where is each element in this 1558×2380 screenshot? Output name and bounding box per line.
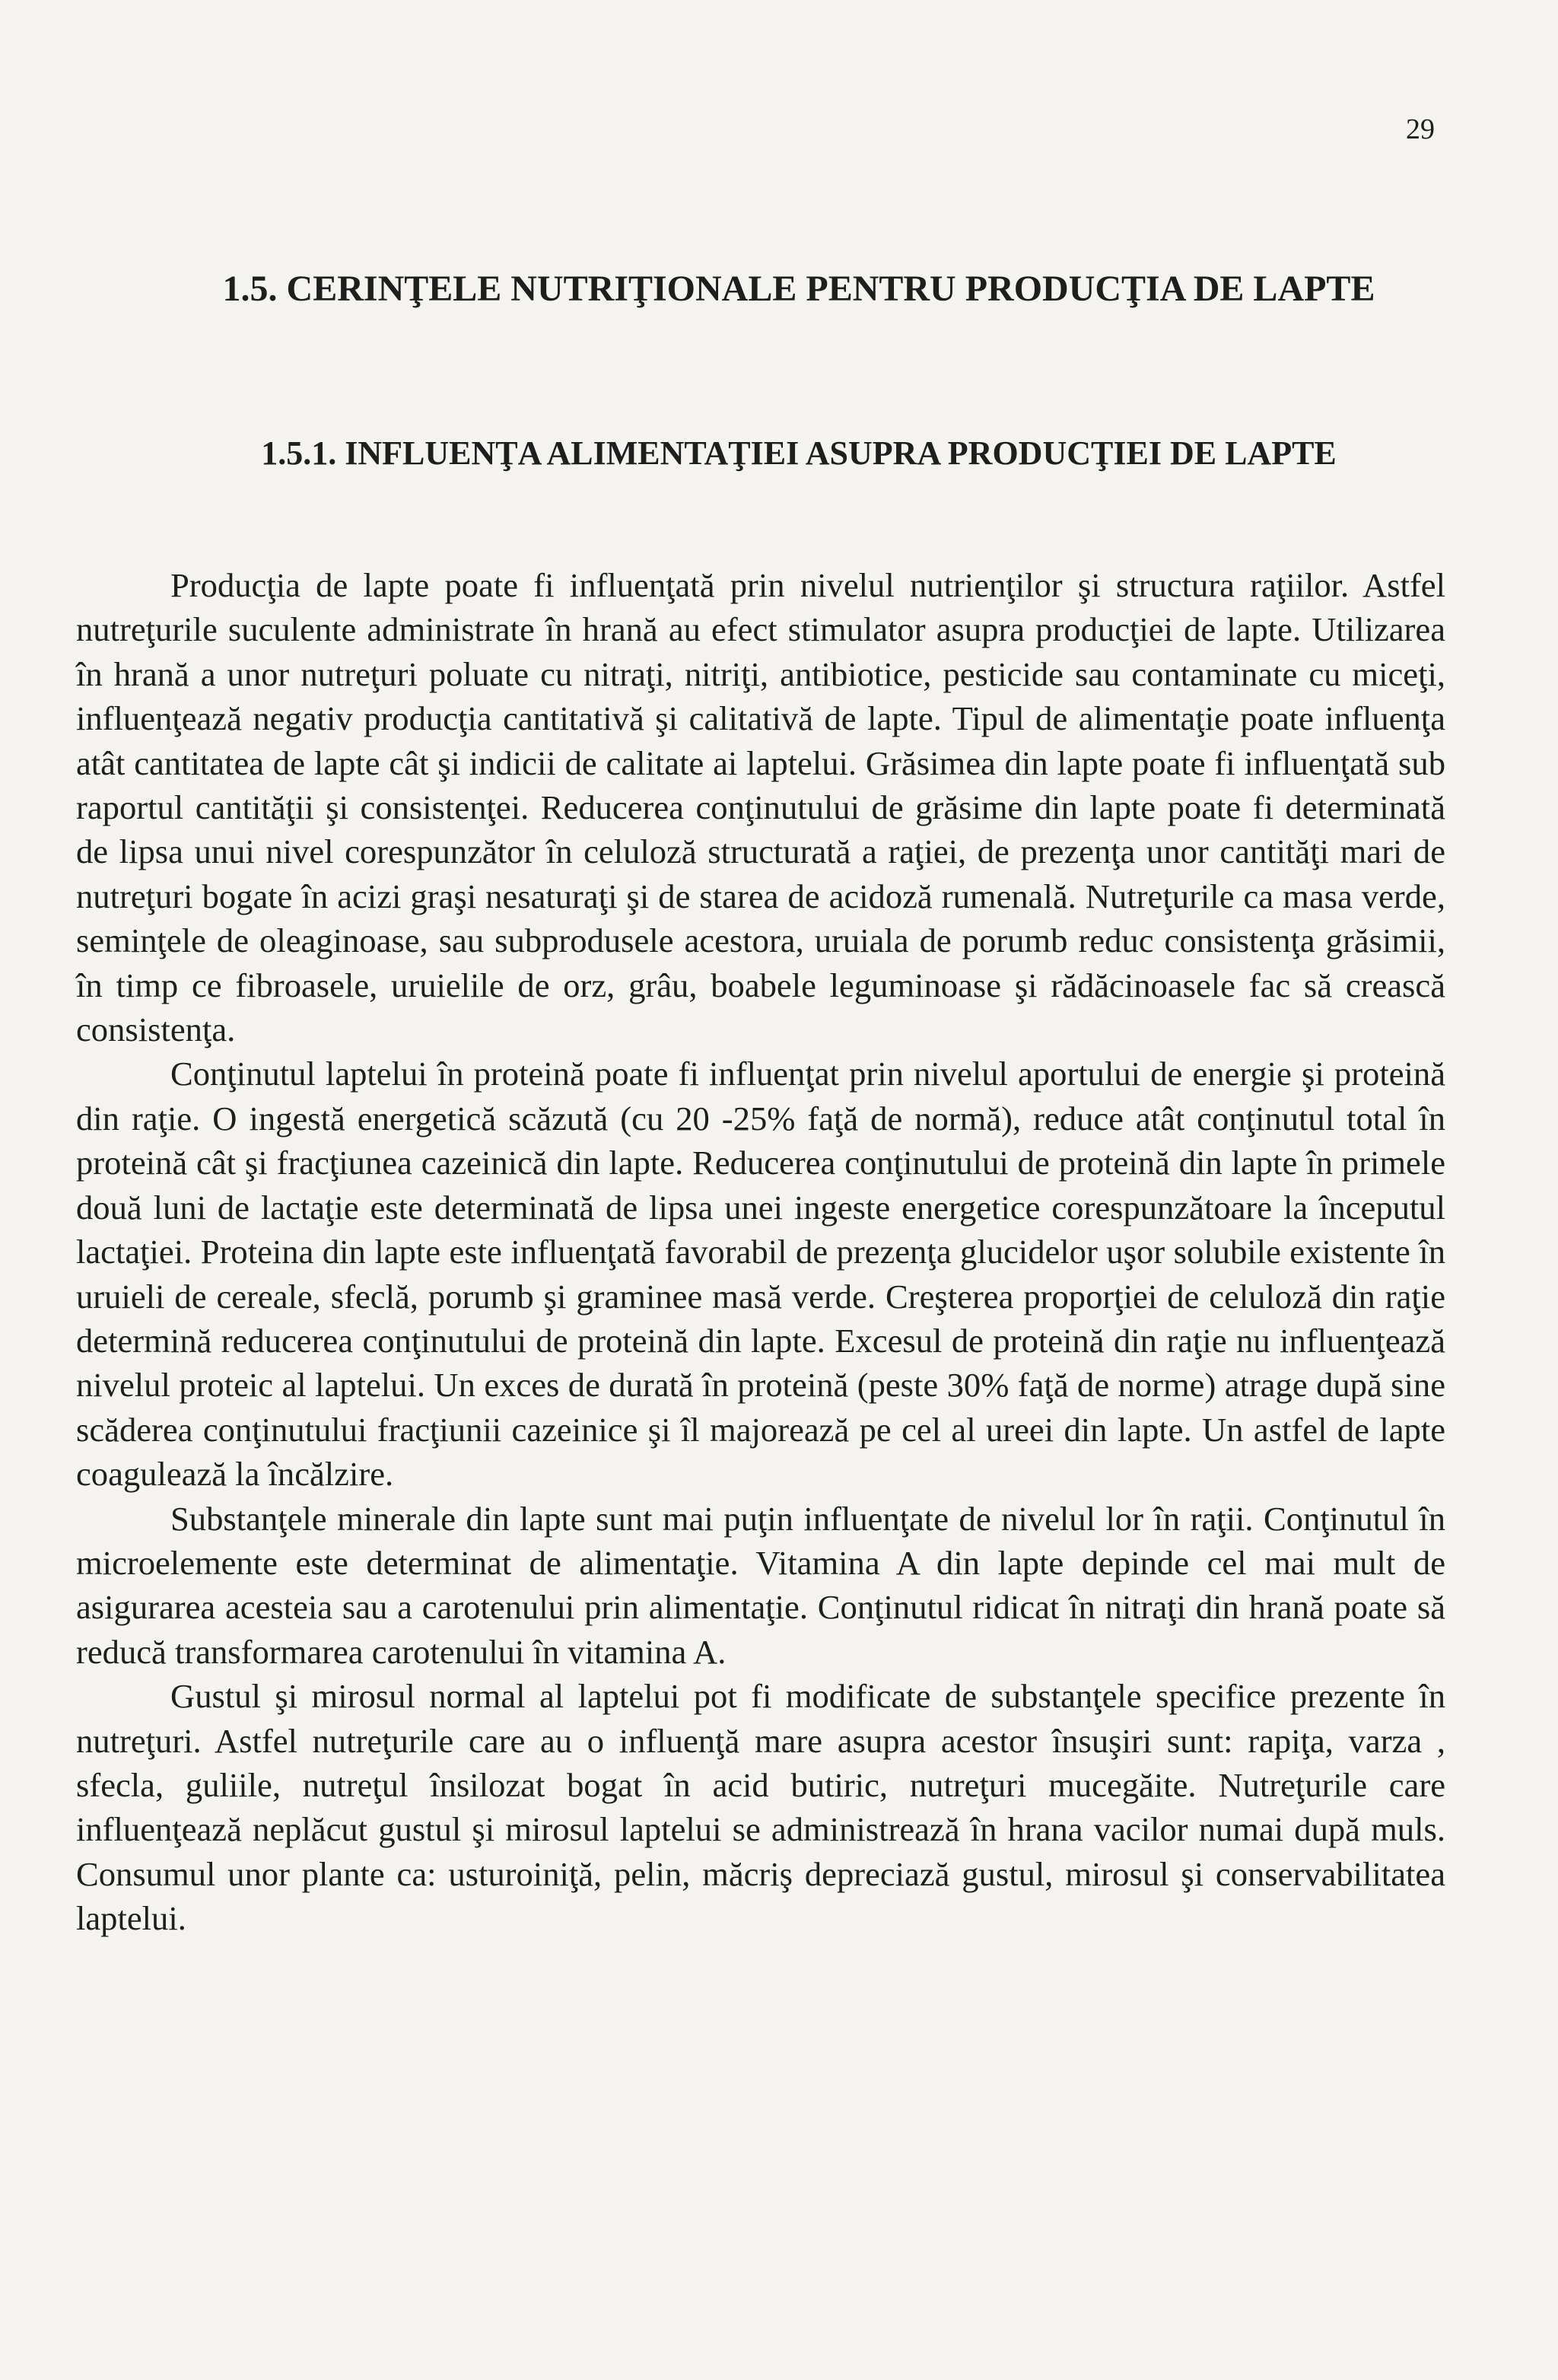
body-text bbox=[76, 563, 1445, 1941]
paragraph: Gustul şi mirosul normal al laptelui pot fi modificate de substanţele specifice prezente în nutreţuri. Astfel nutreţurile care au o influenţă mare asupra acestor însuşiri sunt: rapiţa, varza , sfecla, guliile, nutreţul însilozat bogat în acid butiric, nutreţuri mucegăite. Nutreţurile care influenţează neplăcut gustul şi mirosul laptelui se administrează în hrana vacilor numai după muls. Consumul unor plante ca: usturoiniţă, pelin, măcriş depreciază gustul, mirosul şi conservabilitatea laptelui. bbox=[76, 1677, 1445, 1938]
paragraph: Substanţele minerale din lapte sunt mai puţin influenţate de nivelul lor în raţii. Conţinutul în microelemente este determinat de alimentaţie. Vitamina A din lapte depinde cel mai mult de asigurarea acesteia sau a carotenului prin alimentaţie. Conţinutul ridicat în nitraţi din hrană poate să reducă transformarea carotenului în vitamina A. bbox=[76, 1499, 1445, 1671]
paragraph: Conţinutul laptelui în proteină poate fi influenţat prin nivelul aportului de energie şi proteină din raţie. O ingestă energetică scăzută (cu 20 -25% faţă de normă), reduce atât conţinutul total în proteină cât şi fracţiunea cazeinică din lapte. Reducerea conţinutului de proteină din lapte în primele două luni de lactaţie este determinată de lipsa unei ingeste energetice corespunzătoare la începutul lactaţiei. Proteina din lapte este influenţată favorabil de prezenţa glucidelor uşor solubile existente în uruieli de cereale, sfeclă, porumb şi graminee masă verde. Creşterea proporţiei de celuloză din raţie determină reducerea conţinutului de proteină din lapte. Excesul de proteină din raţie nu influenţează nivelul proteic al laptelui. Un exces de durată în proteină (peste 30% faţă de norme) atrage după sine scăderea conţinutului fracţiunii cazeinice şi îl majorează pe cel al ureei din lapte. Un astfel de lapte coagulează la încălzire. bbox=[76, 1055, 1445, 1494]
page-number: 29 bbox=[1406, 113, 1435, 145]
section-title: 1.5. CERINŢELE NUTRIŢIONALE PENTRU PRODUCŢIA DE LAPTE bbox=[222, 269, 1375, 309]
subsection-title: 1.5.1. INFLUENŢA ALIMENTAŢIEI ASUPRA PRODUCŢIEI DE LAPTE bbox=[261, 434, 1337, 472]
paragraph: Producţia de lapte poate fi influenţată prin nivelul nutrienţilor şi structura raţiilor. Astfel nutreţurile suculente administrate în hrană au efect stimulator asupra producţiei de lapte. Utilizarea în hrană a unor nutreţuri poluate cu nitraţi, nitriţi, antibiotice, pesticide sau contaminate cu miceţi, influenţează negativ producţia cantitativă şi calitativă de lapte. Tipul de alimentaţie poate influenţa atât cantitatea de lapte cât şi indicii de calitate ai laptelui. Grăsimea din lapte poate fi influenţată sub raportul cantităţii şi consistenţei. Reducerea conţinutului de grăsime din lapte poate fi determinată de lipsa unui nivel corespunzător în celuloză structurată a raţiei, de prezenţa unor cantităţi mari de nutreţuri bogate în acizi graşi nesaturaţi şi de starea de acidoză rumenală. Nutreţurile ca masa verde, seminţele de oleaginoase, sau subprodusele acestora, uruiala de porumb reduc consistenţa grăsimii, în timp ce fibroasele, uruielile de orz, grâu, boabele leguminoase şi rădăcinoasele fac să crească consistenţa. bbox=[76, 566, 1445, 1049]
